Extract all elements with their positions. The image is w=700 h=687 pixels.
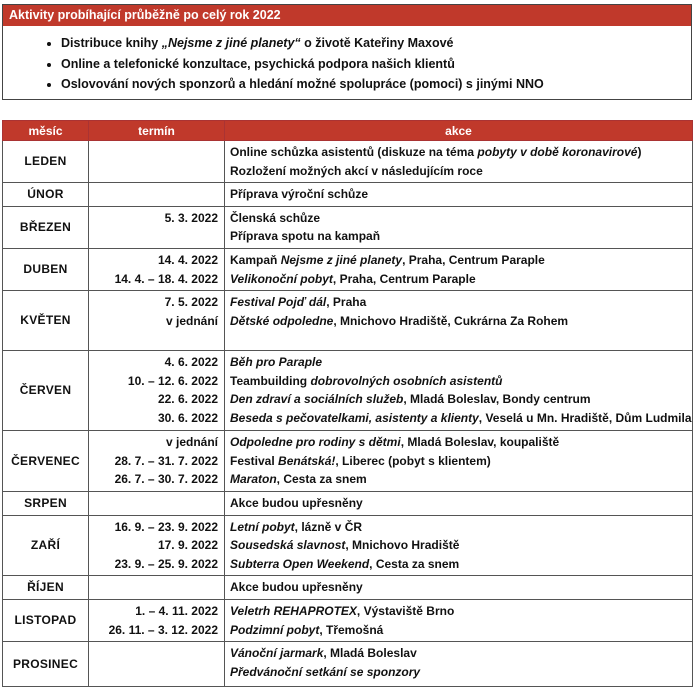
action-line [230, 555, 687, 574]
text-segment: Příprava výroční schůze [230, 187, 369, 202]
action-line [230, 185, 687, 204]
action-line [230, 162, 687, 181]
text-segment: o životě Kateřiny Maxové [300, 36, 454, 50]
text-segment: , Cesta za snem [369, 556, 460, 571]
action-line [230, 536, 687, 555]
month-cell: ŘÍJEN [3, 576, 89, 600]
month-cell: LEDEN [3, 141, 89, 183]
term-line: 23. 9. – 25. 9. 2022 [114, 556, 218, 571]
action-line [230, 251, 687, 270]
text-segment: , Mnichovo Hradiště, Cukrárna Za Rohem [333, 313, 569, 328]
header-term: termín [89, 121, 225, 141]
term-line: v jednání [165, 313, 218, 328]
action-cell [225, 183, 693, 207]
text-segment: Benátská! [278, 453, 336, 468]
text-segment: , Mladá Boleslav [323, 646, 417, 661]
table-row [3, 515, 693, 576]
text-segment: , Mladá Boleslav, koupaliště [400, 435, 560, 450]
text-segment: Členská schůze [230, 210, 321, 225]
month-cell: ÚNOR [3, 183, 89, 207]
action-line [230, 602, 687, 621]
text-segment: , Veselá u Mn. Hradiště, Dům Ludmila [478, 410, 692, 425]
text-segment: ) [637, 145, 642, 159]
action-line [230, 644, 687, 663]
text-segment: Akce budou upřesněny [230, 580, 363, 595]
table-row [3, 491, 693, 515]
term-line: 10. – 12. 6. 2022 [127, 373, 218, 388]
action-cell [225, 141, 693, 183]
ongoing-activity-item [61, 33, 691, 54]
table-row [3, 141, 693, 183]
month-cell: ZAŘÍ [3, 515, 89, 576]
term-line: 4. 6. 2022 [164, 355, 218, 370]
text-segment: Rozložení možných akcí v následujícím roce [230, 163, 483, 178]
action-line [230, 353, 687, 372]
table-row [3, 291, 693, 351]
action-line [230, 433, 687, 452]
action-line [230, 390, 687, 409]
header-month: měsíc [3, 121, 89, 141]
action-cell [225, 642, 693, 687]
term-line: 16. 9. – 23. 9. 2022 [114, 519, 218, 534]
table-row [3, 248, 693, 290]
text-segment: , Liberec (pobyt s klientem) [335, 453, 491, 468]
ongoing-activity-item [61, 74, 691, 95]
text-segment: Velikonoční pobyt [230, 271, 333, 286]
action-line [230, 270, 687, 289]
action-line [230, 494, 687, 513]
term-line: 17. 9. 2022 [157, 538, 218, 553]
action-line [230, 518, 687, 537]
schedule-table [2, 120, 693, 687]
action-line [230, 143, 687, 162]
term-line: 14. 4. – 18. 4. 2022 [114, 271, 218, 286]
text-segment: dobrovolných osobních asistentů [310, 373, 503, 388]
text-segment: Online schůzka asistentů (diskuze na téma [230, 145, 478, 159]
table-row [3, 599, 693, 641]
text-segment: Odpoledne pro rodiny s dětmi [230, 435, 401, 450]
action-line [230, 293, 687, 312]
text-segment: Předvánoční setkání se sponzory [230, 664, 421, 679]
text-segment: Nejsme z jiné planety [280, 252, 403, 267]
text-segment: Příprava spotu na kampaň [230, 229, 381, 244]
action-cell [225, 291, 693, 351]
text-segment: , Mladá Boleslav, Bondy centrum [403, 392, 591, 407]
month-cell: DUBEN [3, 248, 89, 290]
text-segment: Beseda s pečovatelkami, asistenty a klienty [230, 410, 479, 425]
text-segment: Subterra Open Weekend [230, 556, 370, 571]
term-line: 28. 7. – 31. 7. 2022 [114, 453, 218, 468]
term-cell [89, 642, 225, 687]
table-row [3, 351, 693, 431]
term-line: 26. 7. – 30. 7. 2022 [114, 472, 218, 487]
text-segment: Oslovování nových sponzorů a hledání možné spolupráce (pomoci) s jinými NNO [61, 77, 544, 91]
term-cell [89, 291, 225, 351]
text-segment: pobyty v době koronavirové [477, 145, 638, 159]
term-line: v jednání [165, 435, 218, 450]
table-header-row [3, 121, 693, 141]
ongoing-activity-item [61, 54, 691, 75]
text-segment: , Mnichovo Hradiště [345, 538, 460, 553]
text-segment: Sousedská slavnost [230, 538, 346, 553]
text-segment: „Nejsme z jiné planety“ [161, 36, 301, 50]
month-cell: BŘEZEN [3, 206, 89, 248]
term-line: 14. 4. 2022 [157, 252, 218, 267]
month-cell: LISTOPAD [3, 599, 89, 641]
action-cell [225, 351, 693, 431]
ongoing-activities-title: Aktivity probíhající průběžně po celý rok 2022 [3, 5, 691, 26]
action-line [230, 663, 687, 682]
table-row [3, 206, 693, 248]
text-segment: , Třemošná [319, 622, 384, 637]
action-line [230, 209, 687, 228]
action-cell [225, 515, 693, 576]
term-line: 1. – 4. 11. 2022 [135, 603, 218, 618]
text-segment: Podzimní pobyt [230, 622, 320, 637]
text-segment: Letní pobyt [230, 519, 295, 534]
text-segment: Teambuilding [230, 373, 311, 388]
action-cell [225, 491, 693, 515]
ongoing-activities-box [2, 4, 692, 100]
text-segment: , Cesta za snem [276, 472, 367, 487]
month-cell: ČERVENEC [3, 431, 89, 492]
text-segment: Festival Pojď dál [230, 295, 327, 310]
action-line [230, 372, 687, 391]
month-cell: SRPEN [3, 491, 89, 515]
text-segment: , Výstaviště Brno [356, 603, 455, 618]
action-line [230, 578, 687, 597]
action-line [230, 409, 692, 428]
table-row [3, 183, 693, 207]
ongoing-activities-list [3, 33, 691, 95]
text-segment: Distribuce knihy [61, 36, 162, 50]
term-cell [89, 351, 225, 431]
term-cell [89, 576, 225, 600]
action-cell [225, 576, 693, 600]
term-line: 30. 6. 2022 [157, 410, 218, 425]
term-cell [89, 183, 225, 207]
text-segment: Veletrh REHAPROTEX [230, 603, 357, 618]
month-cell: KVĚTEN [3, 291, 89, 351]
action-line [230, 452, 687, 471]
term-cell [89, 491, 225, 515]
text-segment: Den zdraví a sociálních služeb [230, 392, 404, 407]
term-line: 26. 11. – 3. 12. 2022 [108, 622, 218, 637]
term-line: 5. 3. 2022 [164, 210, 218, 225]
action-cell [225, 431, 693, 492]
text-segment: , Praha, Centrum Paraple [332, 271, 476, 286]
term-cell [89, 248, 225, 290]
table-row [3, 576, 693, 600]
text-segment: Akce budou upřesněny [230, 495, 363, 510]
month-cell: PROSINEC [3, 642, 89, 687]
term-cell [89, 206, 225, 248]
term-cell [89, 599, 225, 641]
text-segment: Maraton [230, 472, 277, 487]
action-cell [225, 206, 693, 248]
text-segment: , Praha [326, 295, 367, 310]
action-cell [225, 599, 693, 641]
term-line: 22. 6. 2022 [157, 392, 218, 407]
text-segment: Vánoční jarmark [230, 646, 324, 661]
action-line [230, 227, 687, 246]
text-segment: Běh pro Paraple [230, 355, 323, 370]
action-line [230, 621, 687, 640]
text-segment: Festival [230, 453, 279, 468]
action-line [230, 312, 687, 331]
text-segment: , lázně v ČR [294, 519, 363, 534]
text-segment: , Praha, Centrum Paraple [402, 252, 545, 267]
term-cell [89, 141, 225, 183]
action-cell [225, 248, 693, 290]
text-segment: Online a telefonické konzultace, psychická podpora našich klientů [61, 56, 455, 71]
text-segment: Dětské odpoledne [230, 313, 334, 328]
header-action: akce [225, 121, 693, 141]
table-row [3, 431, 693, 492]
term-cell [89, 515, 225, 576]
month-cell: ČERVEN [3, 351, 89, 431]
term-line: 7. 5. 2022 [164, 295, 218, 310]
action-line [230, 470, 687, 489]
term-cell [89, 431, 225, 492]
table-row [3, 642, 693, 687]
text-segment: Kampaň [230, 252, 281, 267]
